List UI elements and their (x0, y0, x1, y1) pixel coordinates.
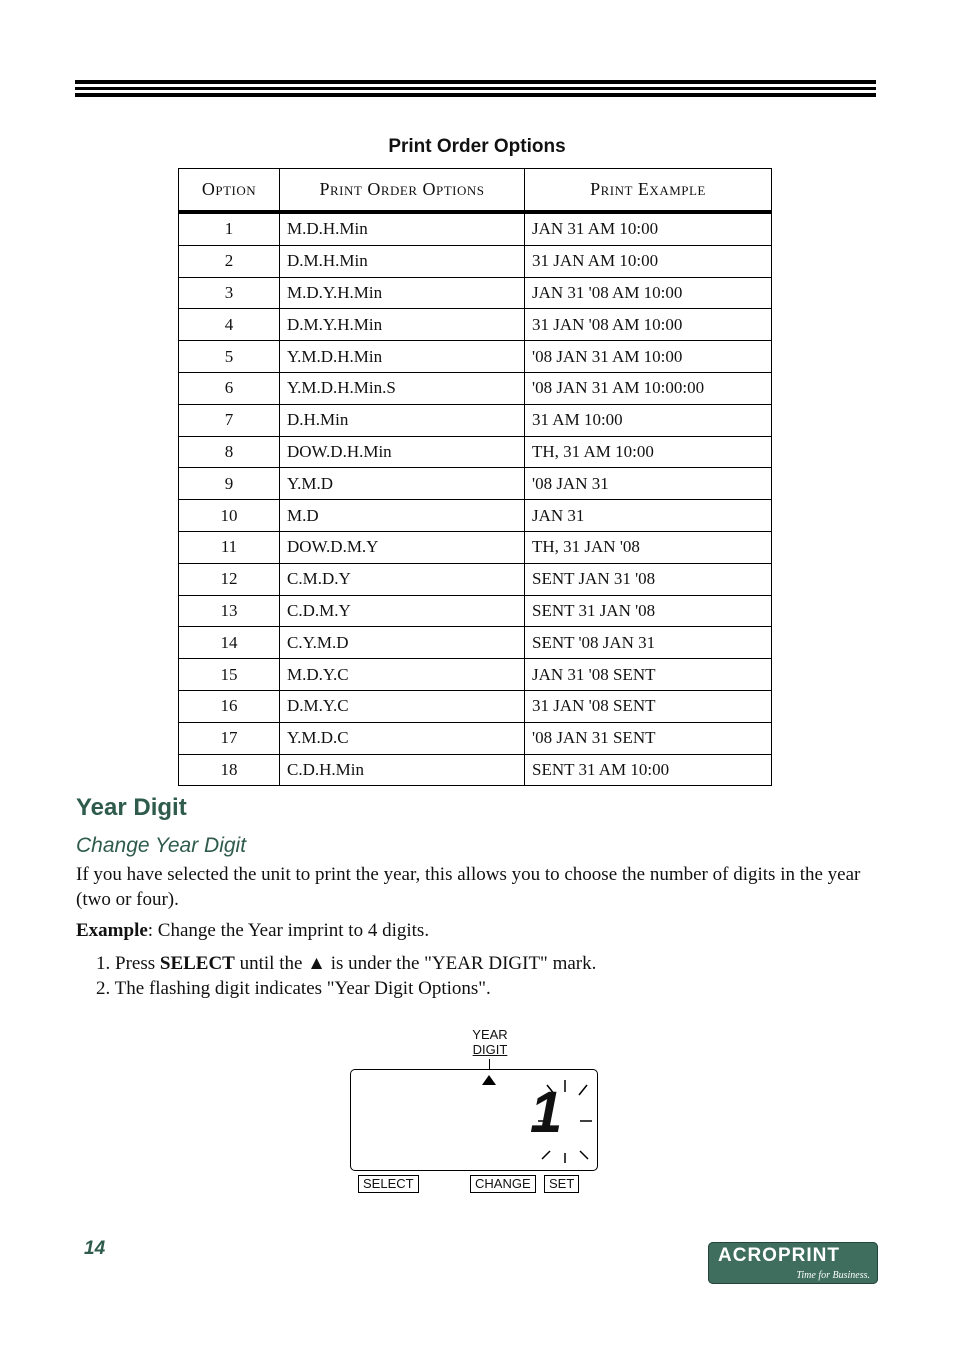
print-order-cell: DOW.D.M.Y (280, 531, 525, 563)
option-cell: 6 (179, 372, 280, 404)
option-cell: 8 (179, 436, 280, 468)
print-example-cell: JAN 31 '08 SENT (525, 659, 772, 691)
table-row (179, 245, 772, 277)
table-row (179, 309, 772, 341)
print-example-cell: SENT '08 JAN 31 (525, 627, 772, 659)
table-row (179, 372, 772, 404)
print-example-cell: '08 JAN 31 (525, 468, 772, 500)
step-1-post: is under the "YEAR DIGIT" mark. (325, 953, 597, 974)
steps-list (96, 951, 596, 1001)
table-row (179, 212, 772, 245)
option-cell: 13 (179, 595, 280, 627)
option-cell: 14 (179, 627, 280, 659)
table-row (179, 627, 772, 659)
print-example-cell: 31 JAN AM 10:00 (525, 245, 772, 277)
print-order-cell: C.M.D.Y (280, 563, 525, 595)
triangle-up-icon: ▲ (307, 953, 326, 974)
print-order-cell: D.H.Min (280, 404, 525, 436)
print-order-cell: D.M.Y.C (280, 690, 525, 722)
option-cell: 12 (179, 563, 280, 595)
print-order-cell: M.D.Y.H.Min (280, 277, 525, 309)
table-row (179, 595, 772, 627)
table-row (179, 404, 772, 436)
print-order-cell: M.D.Y.C (280, 659, 525, 691)
set-button[interactable]: SET (544, 1175, 579, 1193)
table-title: Print Order Options (388, 136, 566, 157)
step-1-pre: 1. Press (96, 953, 160, 974)
lcd-illustration (340, 1025, 610, 1200)
example-label: Example (76, 920, 148, 941)
table-row (179, 563, 772, 595)
header-rule (75, 80, 876, 97)
table-row (179, 277, 772, 309)
table-row (179, 436, 772, 468)
print-example-cell: 31 JAN '08 SENT (525, 690, 772, 722)
section-subheading: Change Year Digit (76, 834, 247, 857)
print-example-cell: '08 JAN 31 SENT (525, 722, 772, 754)
mark-line-1: YEAR (472, 1027, 508, 1042)
print-order-cell: D.M.H.Min (280, 245, 525, 277)
print-example-cell: TH, 31 AM 10:00 (525, 436, 772, 468)
print-example-cell: SENT JAN 31 '08 (525, 563, 772, 595)
print-example-cell: SENT 31 AM 10:00 (525, 754, 772, 786)
position-triangle-icon (482, 1075, 496, 1085)
flashing-digit: 1 (530, 1080, 563, 1145)
print-order-cell: M.D (280, 500, 525, 532)
table-row (179, 690, 772, 722)
example-text: : Change the Year imprint to 4 digits. (147, 920, 430, 941)
table-row (179, 500, 772, 532)
table-row (179, 754, 772, 786)
table-row (179, 531, 772, 563)
print-order-cell: Y.M.D.H.Min.S (280, 372, 525, 404)
page-number: 14 (84, 1238, 106, 1259)
step-2: 2. The flashing digit indicates "Year Digit Options". (96, 978, 491, 999)
header-option: Option (179, 169, 280, 213)
table-body (179, 212, 772, 786)
print-example-cell: '08 JAN 31 AM 10:00 (525, 341, 772, 373)
year-digit-mark (470, 1027, 510, 1057)
print-example-cell: JAN 31 '08 AM 10:00 (525, 277, 772, 309)
option-cell: 17 (179, 722, 280, 754)
print-order-cell: Y.M.D (280, 468, 525, 500)
logo-tagline: Time for Business. (796, 1270, 870, 1281)
header-print-example: Print Example (525, 169, 772, 213)
print-order-cell: Y.M.D.C (280, 722, 525, 754)
option-cell: 1 (179, 212, 280, 245)
table-header-row (179, 169, 772, 213)
option-cell: 15 (179, 659, 280, 691)
table-row (179, 341, 772, 373)
intro-paragraph: If you have selected the unit to print the year, this allows you to choose the number of digits in the year (two or four). (76, 864, 861, 910)
table-row (179, 468, 772, 500)
print-order-cell: DOW.D.H.Min (280, 436, 525, 468)
print-example-cell: SENT 31 JAN '08 (525, 595, 772, 627)
option-cell: 18 (179, 754, 280, 786)
example-paragraph (76, 918, 876, 943)
mark-line-2: DIGIT (472, 1042, 508, 1057)
step-1-mid: until the (234, 953, 308, 974)
step-1 (96, 951, 596, 976)
table-row (179, 659, 772, 691)
print-order-cell: C.D.M.Y (280, 595, 525, 627)
print-example-cell: JAN 31 AM 10:00 (525, 212, 772, 245)
option-cell: 9 (179, 468, 280, 500)
print-example-cell: 31 AM 10:00 (525, 404, 772, 436)
option-cell: 10 (179, 500, 280, 532)
print-order-cell: M.D.H.Min (280, 212, 525, 245)
table-row (179, 722, 772, 754)
print-order-cell: D.M.Y.H.Min (280, 309, 525, 341)
print-example-cell: '08 JAN 31 AM 10:00:00 (525, 372, 772, 404)
print-order-cell: C.Y.M.D (280, 627, 525, 659)
select-button[interactable]: SELECT (358, 1175, 419, 1193)
print-order-cell: C.D.H.Min (280, 754, 525, 786)
change-button[interactable]: CHANGE (470, 1175, 536, 1193)
header-print-order: Print Order Options (280, 169, 525, 213)
logo-name: ACROPRINT (718, 1245, 840, 1266)
mark-pointer-line (489, 1059, 490, 1069)
option-cell: 5 (179, 341, 280, 373)
section-heading: Year Digit (76, 794, 187, 821)
print-example-cell: TH, 31 JAN '08 (525, 531, 772, 563)
step-1-select: SELECT (159, 953, 235, 974)
option-cell: 3 (179, 277, 280, 309)
option-cell: 11 (179, 531, 280, 563)
option-cell: 2 (179, 245, 280, 277)
print-example-cell: JAN 31 (525, 500, 772, 532)
print-order-cell: Y.M.D.H.Min (280, 341, 525, 373)
option-cell: 16 (179, 690, 280, 722)
option-cell: 4 (179, 309, 280, 341)
print-order-table (178, 168, 772, 786)
option-cell: 7 (179, 404, 280, 436)
acroprint-logo (708, 1242, 878, 1284)
print-example-cell: 31 JAN '08 AM 10:00 (525, 309, 772, 341)
